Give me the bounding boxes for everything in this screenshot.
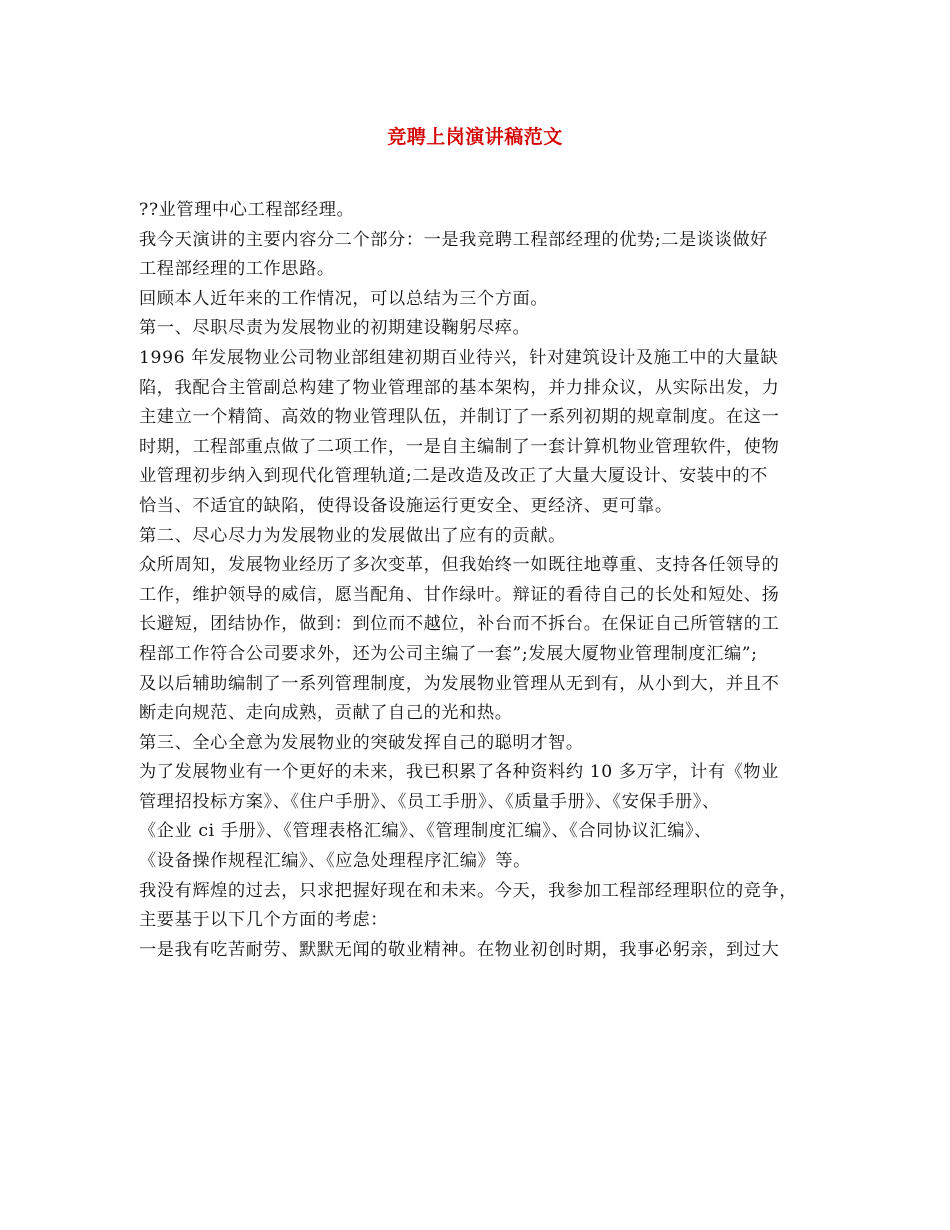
text-line: 回顾本人近年来的工作情况，可以总结为三个方面。 bbox=[139, 288, 549, 309]
text-line: 《设备操作规程汇编》、《应急处理程序汇编》等。 bbox=[139, 851, 531, 872]
text-line: 我今天演讲的主要内容分二个部分：一是我竞聘工程部经理的优势;二是谈谈做好 bbox=[139, 229, 768, 250]
text-line: 第三、全心全意为发展物业的突破发挥自己的聪明才智。 bbox=[139, 732, 584, 753]
text-line: 断走向规范、走向成熟，贡献了自己的光和热。 bbox=[139, 703, 513, 724]
text-line: 第二、尽心尽力为发展物业的发展做出了应有的贡献。 bbox=[139, 525, 566, 546]
text-line: 第一、尽职尽责为发展物业的初期建设鞠躬尽瘁。 bbox=[139, 318, 531, 339]
text-line: 长避短，团结协作，做到：到位而不越位，补台而不拆台。在保证自己所管辖的工 bbox=[139, 614, 780, 635]
text-line: 《企业 ci 手册》、《管理表格汇编》、《管理制度汇编》、《合同协议汇编》、 bbox=[139, 821, 713, 842]
text-line: 业管理初步纳入到现代化管理轨道;二是改造及改正了大量大厦设计、安装中的不 bbox=[139, 466, 768, 487]
text-line: 管理招投标方案》、《住户手册》、《员工手册》、《质量手册》、《安保手册》、 bbox=[139, 791, 720, 812]
text-line: 程部工作符合公司要求外，还为公司主编了一套”;发展大厦物业管理制度汇编”; bbox=[139, 643, 758, 664]
text-line: 工程部经理的工作思路。 bbox=[139, 259, 335, 280]
text-line: 我没有辉煌的过去，只求把握好现在和未来。今天，我参加工程部经理职位的竞争， bbox=[139, 880, 798, 901]
document-body bbox=[139, 196, 819, 965]
text-line: 及以后辅助编制了一系列管理制度，为发展物业管理从无到有，从小到大，并且不 bbox=[139, 673, 780, 694]
text-line: ??业管理中心工程部经理。 bbox=[139, 200, 355, 220]
text-line: 一是我有吃苦耐劳、默默无闻的敬业精神。在物业初创时期，我事必躬亲，到过大 bbox=[139, 939, 780, 960]
text-line: 1996 年发展物业公司物业部组建初期百业待兴，针对建筑设计及施工中的大量缺 bbox=[139, 347, 779, 368]
text-line: 陷，我配合主管副总构建了物业管理部的基本架构，并力排众议，从实际出发，力 bbox=[139, 377, 780, 398]
text-line: 众所周知，发展物业经历了多次变革，但我始终一如既往地尊重、支持各任领导的 bbox=[139, 555, 780, 576]
document-title: 竞聘上岗演讲稿范文 bbox=[387, 126, 563, 148]
text-line: 主建立一个精简、高效的物业管理队伍，并制订了一系列初期的规章制度。在这一 bbox=[139, 407, 780, 428]
text-line: 时期，工程部重点做了二项工作，一是自主编制了一套计算机物业管理软件，使物 bbox=[139, 436, 780, 457]
text-line: 工作，维护领导的威信，愿当配角、甘作绿叶。辩证的看待自己的长处和短处、扬 bbox=[139, 584, 780, 605]
text-line: 恰当、不适宜的缺陷，使得设备设施运行更安全、更经济、更可靠。 bbox=[139, 495, 673, 516]
text-line: 主要基于以下几个方面的考虑： bbox=[139, 910, 389, 931]
text-line: 为了发展物业有一个更好的未来，我已积累了各种资料约 10 多万字，计有《物业 bbox=[139, 762, 779, 783]
